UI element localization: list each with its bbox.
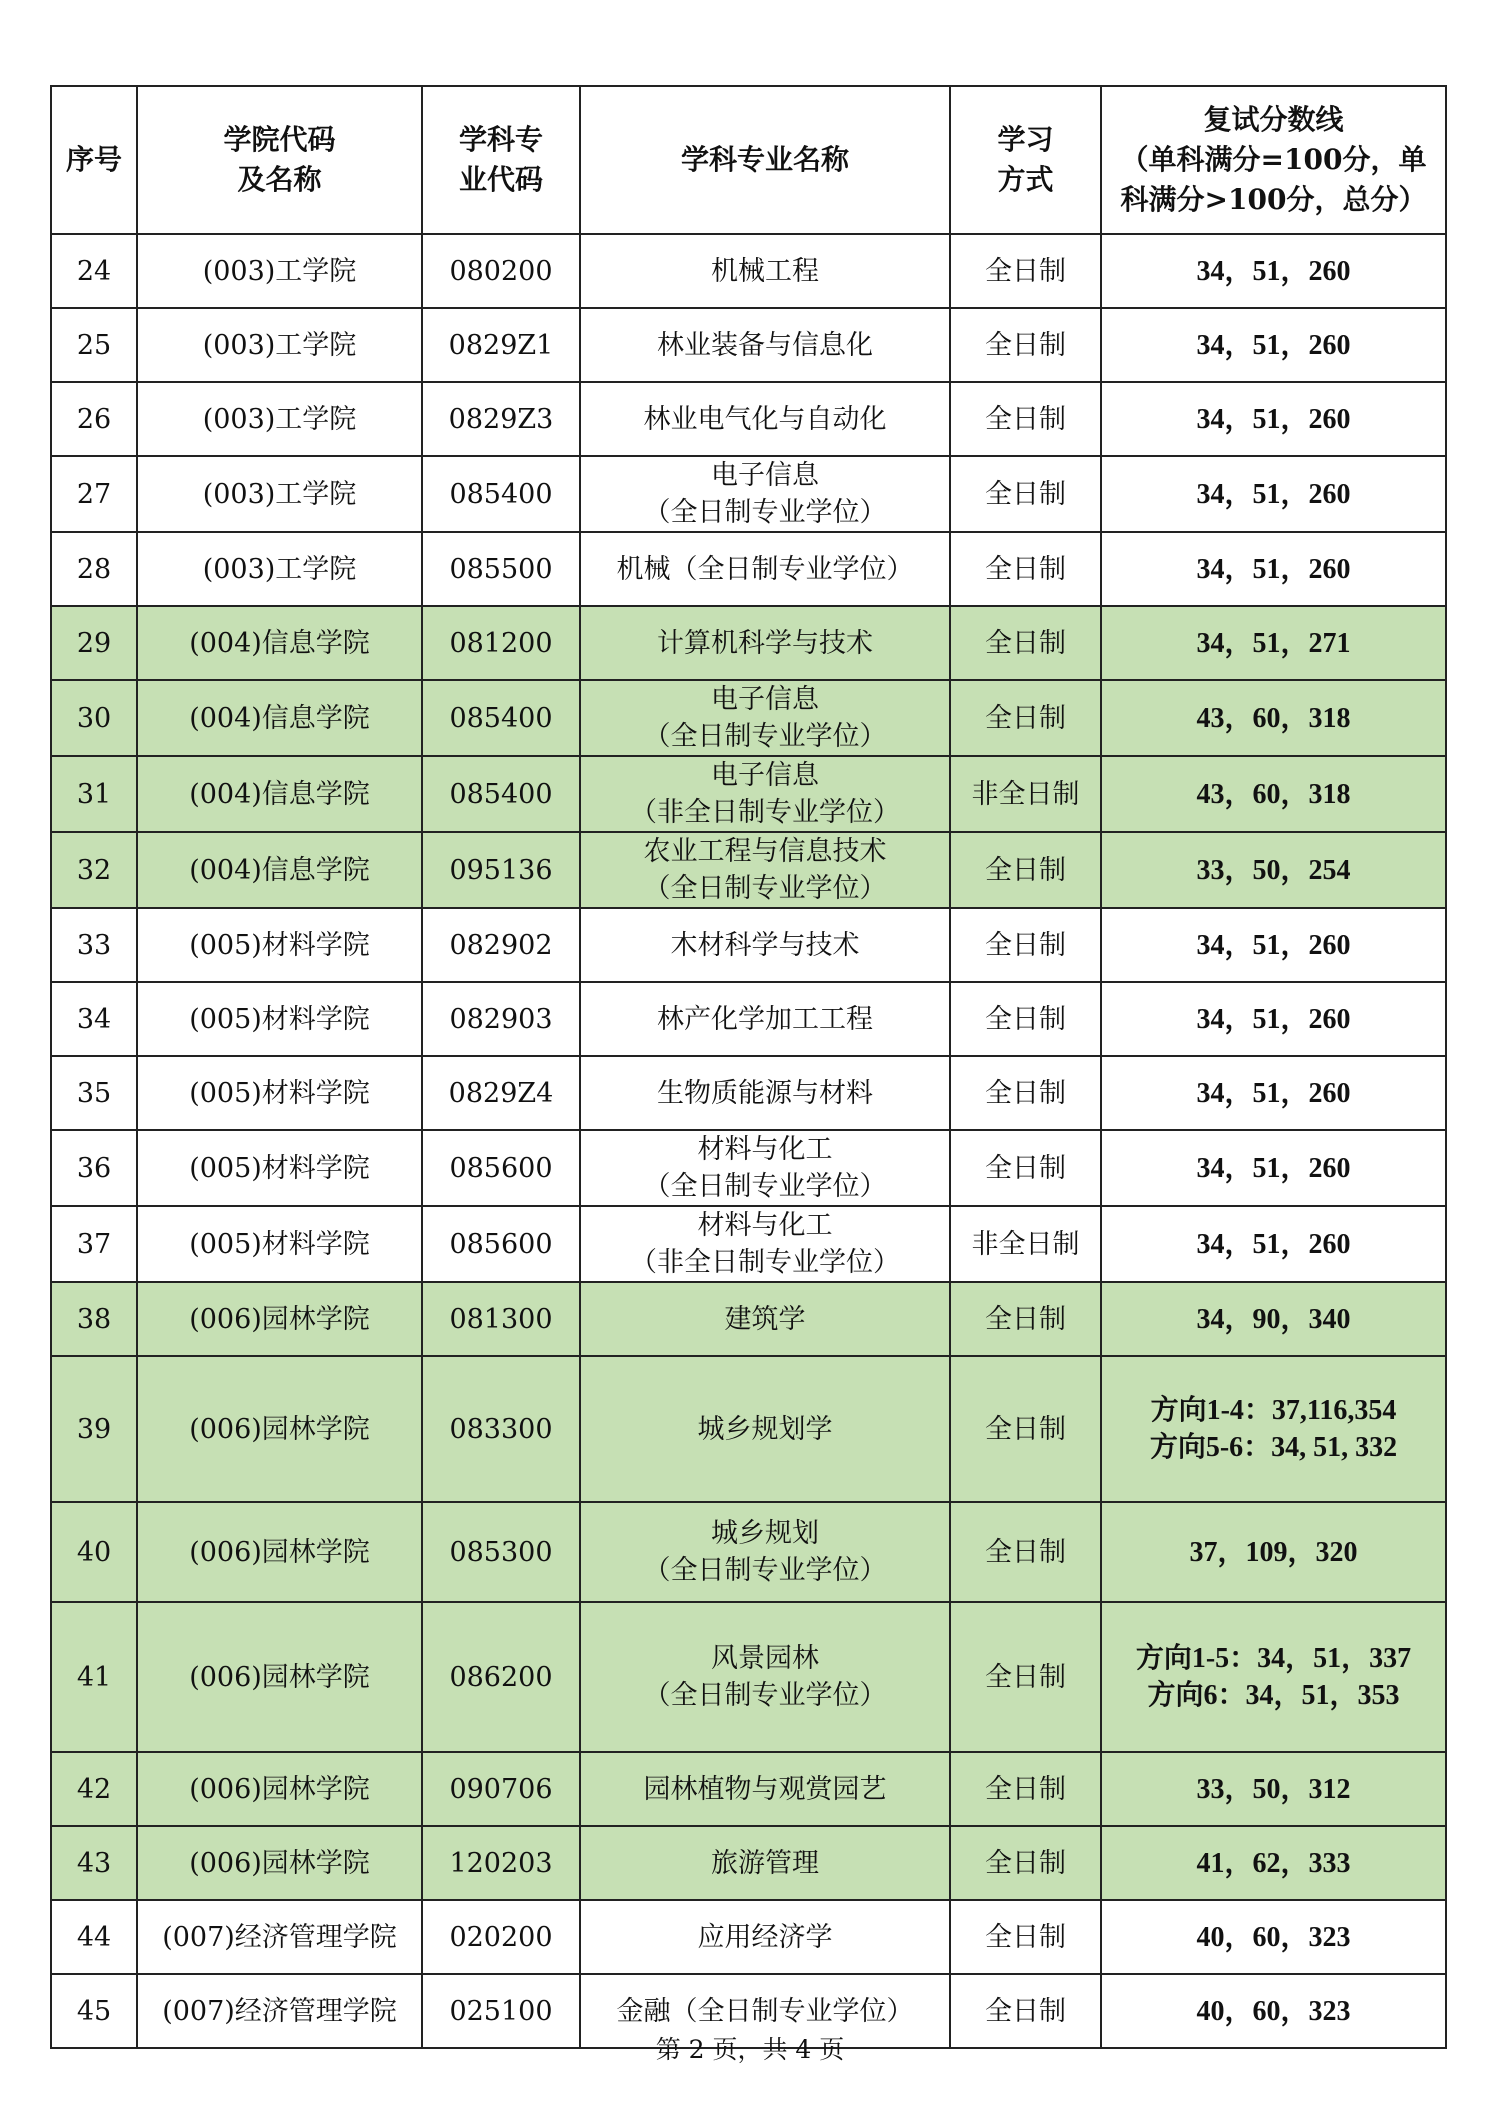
cell-name: 林业装备与信息化	[580, 308, 950, 382]
cell-score: 43，60，318	[1101, 756, 1446, 832]
cell-seq: 38	[51, 1282, 137, 1356]
table-row	[51, 234, 1446, 308]
cell-code: 120203	[422, 1826, 580, 1900]
header-code: 学科专 业代码	[422, 86, 580, 234]
cell-college: (004)信息学院	[137, 606, 422, 680]
table-row	[51, 382, 1446, 456]
cell-seq: 28	[51, 532, 137, 606]
cell-mode: 全日制	[950, 1282, 1101, 1356]
cell-code: 085500	[422, 532, 580, 606]
cell-code: 020200	[422, 1900, 580, 1974]
cell-code: 085300	[422, 1502, 580, 1602]
cell-seq: 26	[51, 382, 137, 456]
header-seq: 序号	[51, 86, 137, 234]
table-row	[51, 456, 1446, 532]
cell-seq: 39	[51, 1356, 137, 1502]
cell-name: 电子信息 （全日制专业学位）	[580, 680, 950, 756]
cell-name: 计算机科学与技术	[580, 606, 950, 680]
cell-score: 34，51，260	[1101, 982, 1446, 1056]
cell-name: 电子信息 （非全日制专业学位）	[580, 756, 950, 832]
table-row	[51, 1826, 1446, 1900]
cell-seq: 30	[51, 680, 137, 756]
cell-mode: 非全日制	[950, 756, 1101, 832]
cell-name: 城乡规划学	[580, 1356, 950, 1502]
cell-mode: 全日制	[950, 1752, 1101, 1826]
cell-mode: 全日制	[950, 456, 1101, 532]
table-row	[51, 1356, 1446, 1502]
cell-score: 方向1-5：34，51，337 方向6：34，51，353	[1101, 1602, 1446, 1752]
cell-college: (005)材料学院	[137, 1206, 422, 1282]
cell-score: 34，90，340	[1101, 1282, 1446, 1356]
cell-college: (006)园林学院	[137, 1356, 422, 1502]
cell-college: (005)材料学院	[137, 982, 422, 1056]
cell-mode: 全日制	[950, 1602, 1101, 1752]
cell-name: 金融（全日制专业学位）	[580, 1974, 950, 2048]
cell-college: (006)园林学院	[137, 1752, 422, 1826]
cell-code: 082903	[422, 982, 580, 1056]
cell-score: 方向1-4：37,116,354 方向5-6：34, 51, 332	[1101, 1356, 1446, 1502]
cell-college: (006)园林学院	[137, 1282, 422, 1356]
header-mode: 学习 方式	[950, 86, 1101, 234]
cell-name: 机械工程	[580, 234, 950, 308]
cell-name: 城乡规划 （全日制专业学位）	[580, 1502, 950, 1602]
cell-score: 40，60，323	[1101, 1974, 1446, 2048]
cell-college: (003)工学院	[137, 532, 422, 606]
cell-college: (006)园林学院	[137, 1826, 422, 1900]
cell-seq: 25	[51, 308, 137, 382]
cell-seq: 36	[51, 1130, 137, 1206]
cell-score: 34，51，260	[1101, 1056, 1446, 1130]
table-row	[51, 1130, 1446, 1206]
cell-name: 材料与化工 （全日制专业学位）	[580, 1130, 950, 1206]
cell-code: 085400	[422, 756, 580, 832]
cell-college: (005)材料学院	[137, 1056, 422, 1130]
cell-mode: 全日制	[950, 908, 1101, 982]
cell-score: 34，51，260	[1101, 908, 1446, 982]
cell-mode: 全日制	[950, 1826, 1101, 1900]
cell-college: (005)材料学院	[137, 908, 422, 982]
cell-seq: 24	[51, 234, 137, 308]
header-name: 学科专业名称	[580, 86, 950, 234]
cell-mode: 全日制	[950, 680, 1101, 756]
table-row	[51, 756, 1446, 832]
cell-mode: 全日制	[950, 1056, 1101, 1130]
cell-score: 34，51，260	[1101, 308, 1446, 382]
cell-college: (006)园林学院	[137, 1502, 422, 1602]
table-row	[51, 308, 1446, 382]
cell-score: 41，62，333	[1101, 1826, 1446, 1900]
table-row	[51, 908, 1446, 982]
cell-college: (007)经济管理学院	[137, 1900, 422, 1974]
cell-code: 085600	[422, 1130, 580, 1206]
cell-seq: 40	[51, 1502, 137, 1602]
cell-name: 应用经济学	[580, 1900, 950, 1974]
table-row	[51, 1502, 1446, 1602]
cell-code: 025100	[422, 1974, 580, 2048]
cell-mode: 全日制	[950, 982, 1101, 1056]
cell-score: 34，51，260	[1101, 1130, 1446, 1206]
cell-name: 林业电气化与自动化	[580, 382, 950, 456]
cell-mode: 全日制	[950, 1130, 1101, 1206]
table-row	[51, 1206, 1446, 1282]
header-score: 复试分数线 （单科满分=100分，单 科满分>100分，总分）	[1101, 86, 1446, 234]
cell-seq: 43	[51, 1826, 137, 1900]
cell-score: 34，51，260	[1101, 382, 1446, 456]
table-row	[51, 1752, 1446, 1826]
cell-name: 林产化学加工工程	[580, 982, 950, 1056]
cell-seq: 34	[51, 982, 137, 1056]
cell-college: (003)工学院	[137, 308, 422, 382]
cell-mode: 全日制	[950, 1502, 1101, 1602]
cell-score: 40，60，323	[1101, 1900, 1446, 1974]
cell-name: 生物质能源与材料	[580, 1056, 950, 1130]
cell-name: 材料与化工 （非全日制专业学位）	[580, 1206, 950, 1282]
cell-seq: 41	[51, 1602, 137, 1752]
cell-mode: 全日制	[950, 1974, 1101, 2048]
table-row	[51, 832, 1446, 908]
cell-code: 080200	[422, 234, 580, 308]
cell-name: 旅游管理	[580, 1826, 950, 1900]
cell-seq: 29	[51, 606, 137, 680]
table-row	[51, 532, 1446, 606]
table-row	[51, 982, 1446, 1056]
cell-mode: 全日制	[950, 382, 1101, 456]
cell-name: 电子信息 （全日制专业学位）	[580, 456, 950, 532]
cell-code: 0829Z1	[422, 308, 580, 382]
cell-college: (003)工学院	[137, 382, 422, 456]
cell-name: 园林植物与观赏园艺	[580, 1752, 950, 1826]
cell-code: 085600	[422, 1206, 580, 1282]
table-row	[51, 1056, 1446, 1130]
cell-score: 37，109，320	[1101, 1502, 1446, 1602]
cell-mode: 全日制	[950, 1900, 1101, 1974]
cell-seq: 45	[51, 1974, 137, 2048]
cell-code: 085400	[422, 680, 580, 756]
cell-college: (003)工学院	[137, 234, 422, 308]
cell-mode: 全日制	[950, 1356, 1101, 1502]
table-row	[51, 606, 1446, 680]
cell-name: 木材科学与技术	[580, 908, 950, 982]
cell-code: 082902	[422, 908, 580, 982]
cell-college: (003)工学院	[137, 456, 422, 532]
cell-code: 095136	[422, 832, 580, 908]
cell-name: 机械（全日制专业学位）	[580, 532, 950, 606]
score-table	[50, 85, 1447, 2049]
cell-seq: 37	[51, 1206, 137, 1282]
cell-score: 34，51，260	[1101, 234, 1446, 308]
cell-score: 33，50，312	[1101, 1752, 1446, 1826]
cell-code: 083300	[422, 1356, 580, 1502]
cell-seq: 33	[51, 908, 137, 982]
cell-mode: 全日制	[950, 234, 1101, 308]
cell-name: 农业工程与信息技术 （全日制专业学位）	[580, 832, 950, 908]
cell-code: 090706	[422, 1752, 580, 1826]
cell-code: 0829Z4	[422, 1056, 580, 1130]
cell-score: 33，50，254	[1101, 832, 1446, 908]
cell-code: 086200	[422, 1602, 580, 1752]
cell-college: (005)材料学院	[137, 1130, 422, 1206]
cell-mode: 全日制	[950, 832, 1101, 908]
cell-mode: 全日制	[950, 532, 1101, 606]
table-row	[51, 1282, 1446, 1356]
cell-seq: 35	[51, 1056, 137, 1130]
table-row	[51, 1900, 1446, 1974]
cell-college: (004)信息学院	[137, 832, 422, 908]
cell-college: (004)信息学院	[137, 756, 422, 832]
cell-college: (004)信息学院	[137, 680, 422, 756]
page-footer: 第 2 页，共 4 页	[655, 2035, 845, 2064]
cell-seq: 44	[51, 1900, 137, 1974]
table-row	[51, 1602, 1446, 1752]
cell-name: 建筑学	[580, 1282, 950, 1356]
cell-score: 34，51，260	[1101, 456, 1446, 532]
cell-seq: 31	[51, 756, 137, 832]
cell-score: 43，60，318	[1101, 680, 1446, 756]
cell-mode: 全日制	[950, 308, 1101, 382]
cell-seq: 32	[51, 832, 137, 908]
table-row	[51, 680, 1446, 756]
cell-name: 风景园林 （全日制专业学位）	[580, 1602, 950, 1752]
header-row	[51, 86, 1446, 234]
cell-code: 0829Z3	[422, 382, 580, 456]
cell-code: 081200	[422, 606, 580, 680]
cell-score: 34，51，260	[1101, 532, 1446, 606]
cell-code: 085400	[422, 456, 580, 532]
cell-mode: 非全日制	[950, 1206, 1101, 1282]
cell-seq: 42	[51, 1752, 137, 1826]
cell-code: 081300	[422, 1282, 580, 1356]
cell-college: (006)园林学院	[137, 1602, 422, 1752]
cell-score: 34，51，271	[1101, 606, 1446, 680]
header-college: 学院代码 及名称	[137, 86, 422, 234]
cell-score: 34，51，260	[1101, 1206, 1446, 1282]
cell-mode: 全日制	[950, 606, 1101, 680]
cell-college: (007)经济管理学院	[137, 1974, 422, 2048]
cell-seq: 27	[51, 456, 137, 532]
